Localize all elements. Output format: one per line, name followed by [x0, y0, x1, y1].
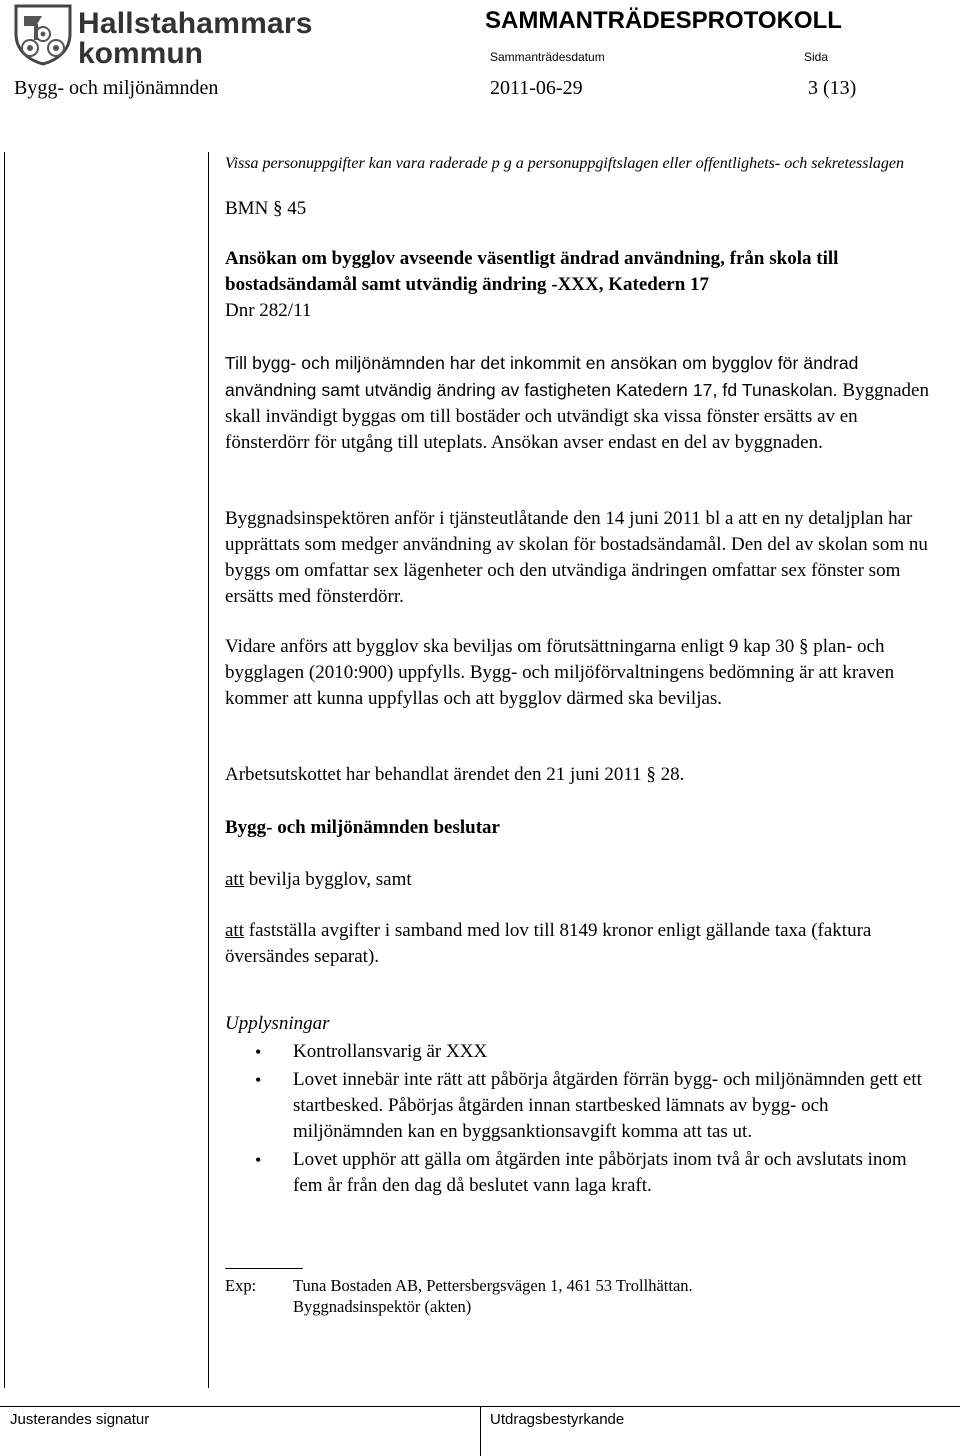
left-margin-rule — [4, 152, 5, 1388]
paragraph-working-committee: Arbetsutskottet har behandlat ärendet den 21 juni 2011 § 28. — [225, 764, 685, 785]
case-title: Ansökan om bygglov avseende väsentligt ändrad användning, från skola till bostadsändamål samt utvändig ändring -XXX, Katedern 17 — [225, 248, 839, 295]
info-item-text: Lovet upphör att gälla om åtgärden inte påbörjats inom två år och avslutats inom fem år från den dag då beslutet vann laga kraft. — [293, 1149, 907, 1196]
org-name-line2: kommun — [78, 37, 204, 70]
page-label: Sida — [804, 50, 829, 64]
info-item-text: Kontrollansvarig är XXX — [293, 1041, 488, 1062]
excerpt-label: Utdragsbestyrkande — [490, 1411, 625, 1428]
paragraph-application — [225, 350, 940, 456]
list-item — [225, 1147, 940, 1199]
info-list — [225, 1039, 940, 1199]
decision-att-1: att — [225, 869, 244, 890]
distribution-recipient-1: Tuna Bostaden AB, Pettersbergsvägen 1, 461 53 Trollhättan. — [293, 1276, 693, 1295]
distribution-recipient-2: Byggnadsinspektör (akten) — [293, 1297, 472, 1316]
org-name-line1: Hallstahammars — [78, 7, 313, 40]
privacy-note: Vissa personuppgifter kan vara raderade p g a personuppgiftslagen eller offentlighets- och sekretesslagen — [225, 155, 905, 172]
municipality-logo — [12, 4, 313, 70]
decision-item-2 — [225, 918, 940, 970]
decision-att-2: att — [225, 920, 244, 941]
list-item — [225, 1067, 940, 1145]
meeting-date: 2011-06-29 — [490, 77, 583, 99]
bullet-icon: • — [255, 1042, 262, 1062]
paragraph-application-part2: Byggnaden skall invändigt byggas om till bostäder och utvändigt ska vissa fönster ersätts av en fönsterdörr för utgång till uteplats. Ansökan avser endast en del av byggnaden. — [225, 380, 929, 453]
paragraph-inspector: Byggnadsinspektören anför i tjänsteutlåtande den 14 juni 2011 bl a att en ny detaljplan har upprättats som medger användning av skolan för bostadsändamål. Den del av skolan som nu byggs om omfattar sex lägenheter och den utvändiga ändringen omfattar sex fönster som ersätts med fönsterdörr. — [225, 508, 928, 607]
date-label: Sammanträdesdatum — [490, 50, 605, 64]
page-number: 3 (13) — [808, 77, 857, 99]
decision-heading: Bygg- och miljönämnden beslutar — [225, 817, 500, 838]
bullet-icon: • — [255, 1150, 262, 1170]
decision-text-2: fastställa avgifter i samband med lov till 8149 kronor enligt gällande taxa (faktura översändes separat). — [225, 920, 872, 967]
inner-margin-rule — [208, 152, 209, 1388]
coat-of-arms-icon — [12, 4, 74, 66]
paragraph-reference: BMN § 45 — [225, 198, 307, 219]
bullet-icon: • — [255, 1070, 262, 1090]
distribution-label: Exp: — [225, 1276, 257, 1295]
paragraph-assessment: Vidare anförs att bygglov ska beviljas om förutsättningarna enligt 9 kap 30 § plan- och bygglagen (2010:900) uppfylls. Bygg- och miljöförvaltningens bedömning är att kraven kommer att kunna uppfyllas och att bygglov därmed ska beviljas. — [225, 636, 895, 709]
paragraph-application-part1: Till bygg- och miljönämnden har det inkommit en ansökan om bygglov för ändrad användning samt utvändig ändring av fastigheten Katedern 17, fd Tunaskolan. — [225, 353, 859, 400]
info-heading: Upplysningar — [225, 1013, 330, 1034]
list-item — [225, 1039, 940, 1065]
decision-text-1: bevilja bygglov, samt — [244, 869, 412, 890]
distribution-rule — [225, 1268, 303, 1269]
signature-label: Justerandes signatur — [10, 1411, 150, 1428]
case-dnr: Dnr 282/11 — [225, 300, 312, 321]
info-item-text: Lovet innebär inte rätt att påbörja åtgärden förrän bygg- och miljönämnden gett ett startbesked. Påbörjas åtgärden innan startbesked lämnats av bygg- och miljönämnden kan en byggsanktionsavgift komma att tas ut. — [293, 1069, 922, 1142]
footer-divider — [480, 1406, 481, 1456]
decision-item-1 — [225, 867, 940, 893]
committee-name: Bygg- och miljönämnden — [14, 77, 219, 99]
document-title: SAMMANTRÄDESPROTOKOLL — [485, 7, 842, 34]
